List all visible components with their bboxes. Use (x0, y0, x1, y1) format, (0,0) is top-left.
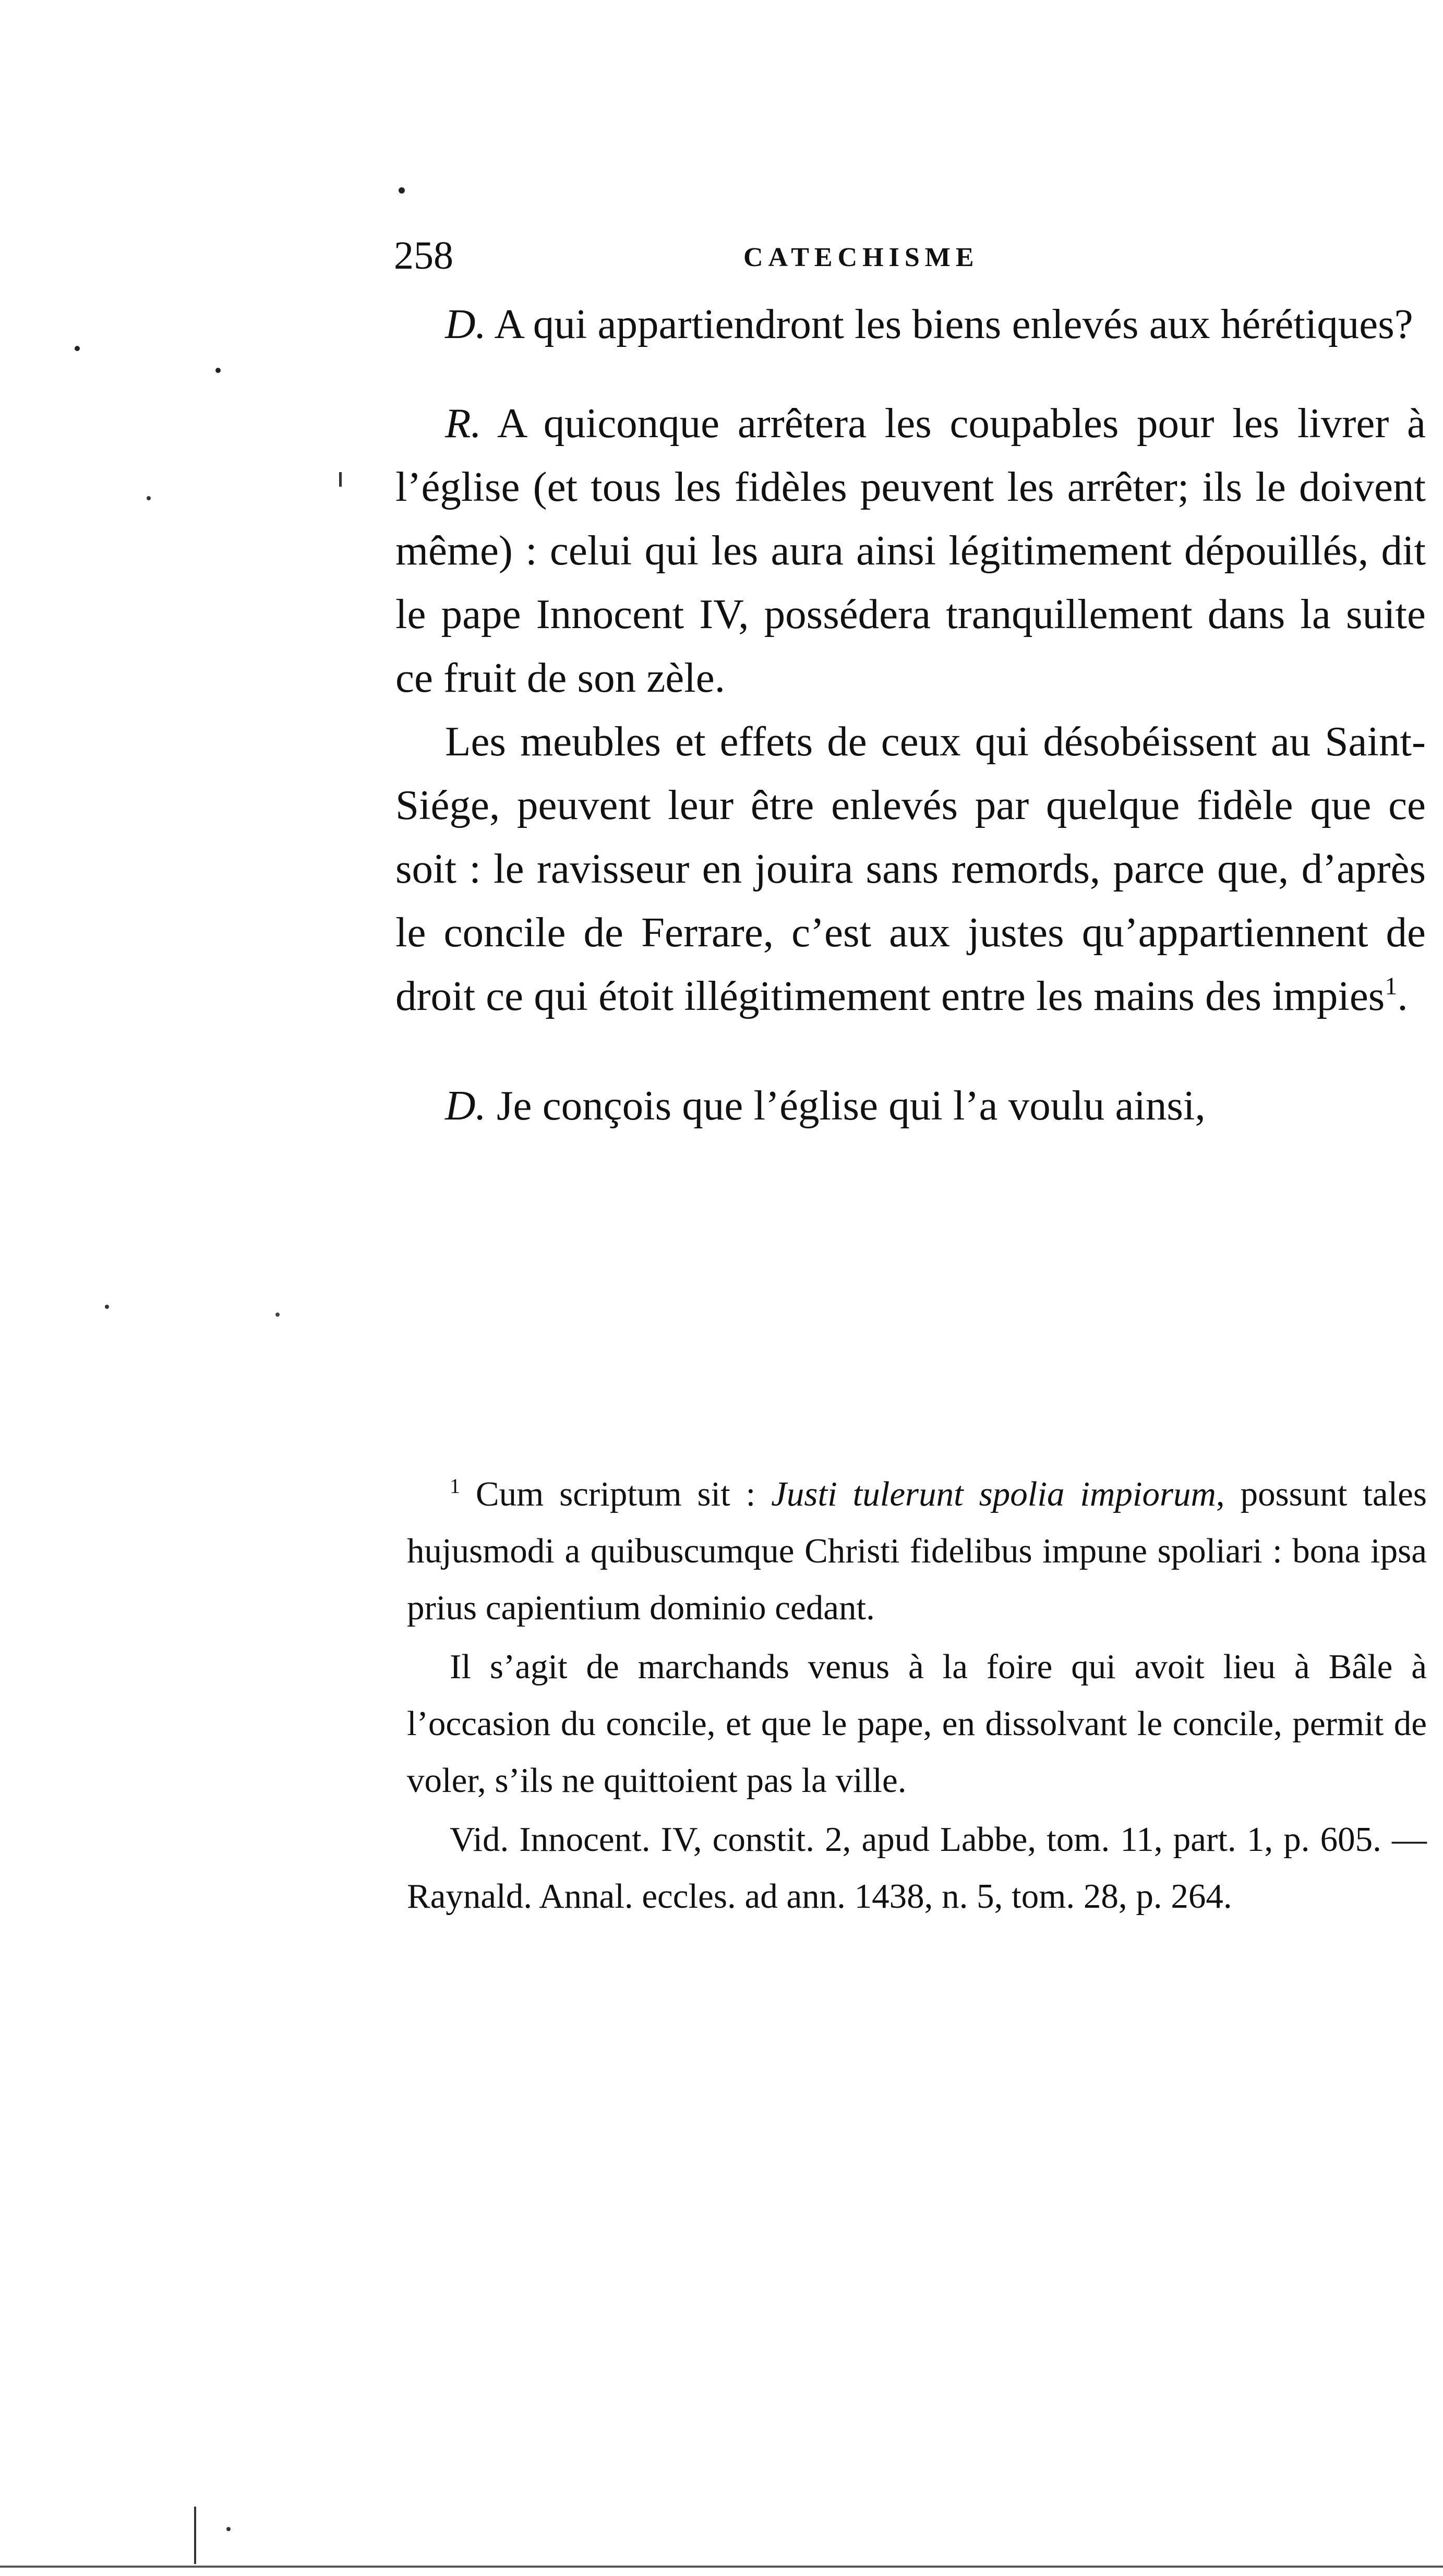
footnote-quote: Justi tulerunt spolia impiorum (771, 1475, 1216, 1513)
footnote-text: Il s’agit de marchands venus à la foire qui avoit lieu à Bâle à l’occasion du concile, et que le pape, en dissolvant le concile, permit de voler, s’ils ne quittoient pas la ville. (407, 1647, 1427, 1800)
paragraph-question-2 (395, 1074, 1426, 1137)
page-number: 258 (394, 234, 453, 278)
footnote-text: Vid. Innocent. IV, constit. 2, apud Labbe, tom. 11, part. 1, p. 605. — Raynald. Annal. eccles. ad ann. 1438, n. 5, tom. 28, p. 264. (407, 1820, 1427, 1916)
page-header (394, 230, 1046, 282)
paragraph-text: A quiconque arrêtera les coupables pour les livrer à l’église (et tous les fidèles peuvent les arrêter; ils le doivent même) : celui qui les aura ainsi légitimement dépouillés, dit le pape Innocent IV, possédera tranquillement dans la suite ce fruit de son zèle. (395, 400, 1426, 701)
paragraph-end: . (1397, 972, 1408, 1019)
speaker-label: D. (445, 300, 486, 347)
page-bottom-edge (0, 2566, 1443, 2568)
paragraph-question-1 (395, 292, 1426, 356)
paragraph-continuation (395, 709, 1426, 1028)
paragraph-text: A qui appartiendront les biens enlevés aux hérétiques? (486, 300, 1413, 347)
speaker-label: R. (445, 400, 482, 447)
footnote-1 (407, 1466, 1427, 1636)
footnote-3 (407, 1811, 1427, 1925)
running-head: CATECHISME (743, 243, 979, 272)
footnote-reference: 1 (1385, 972, 1398, 1000)
paragraph-text: Je conçois que l’église qui l’a voulu ainsi, (486, 1082, 1206, 1129)
paragraph-text: Les meubles et effets de ceux qui désobéissent au Saint-Siége, peuvent leur être enlevés par quelque fidèle que ce soit : le ravisseur en jouira sans remords, parce que, d’après le concile de Ferrare, c’est aux justes qu’appartiennent de droit ce qui étoit illégitimement entre les mains des impies (395, 718, 1426, 1019)
speaker-label: D. (445, 1082, 486, 1129)
footnote-text: Cum scriptum sit : (460, 1475, 772, 1513)
footnote-mark: 1 (450, 1474, 460, 1498)
paragraph-answer-1 (395, 391, 1426, 709)
footnotes (407, 1466, 1427, 1927)
footnote-2 (407, 1639, 1427, 1809)
main-text (395, 292, 1426, 1137)
footnote-text: , possunt tales hujusmodi a quibuscumque Christi fidelibus impune spoliari : bona ipsa prius capientium dominio cedant. (407, 1475, 1427, 1627)
